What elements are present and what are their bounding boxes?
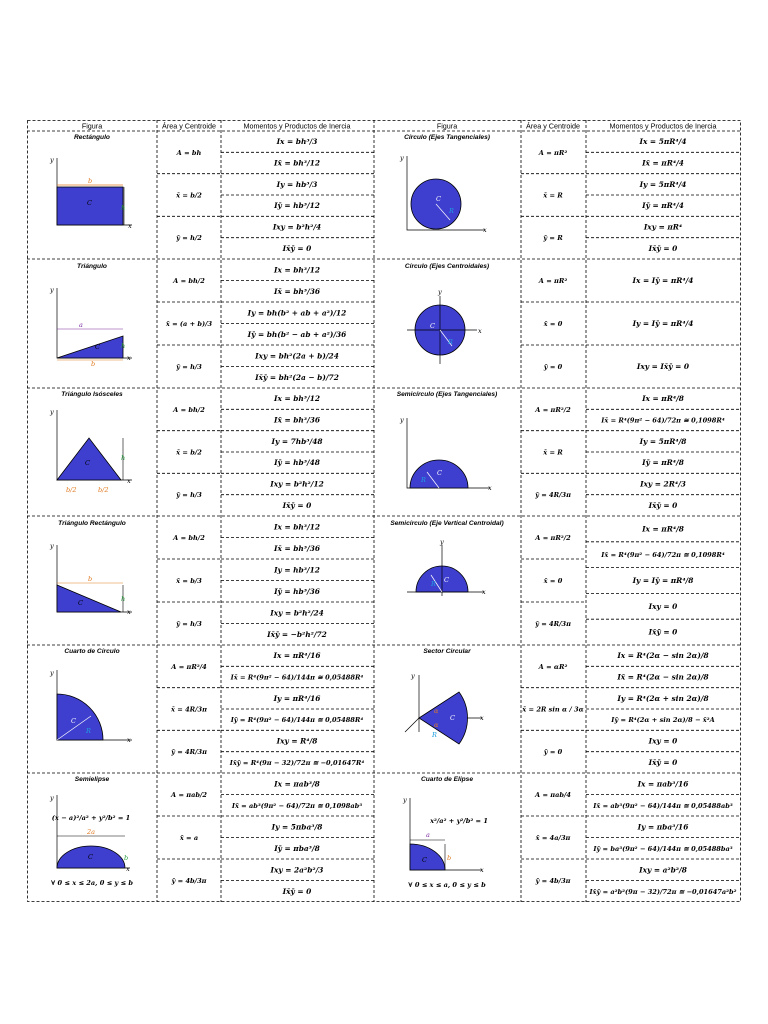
label-C: C — [85, 459, 90, 467]
moment-formula: Iȳ = bh(b² − ab + a²)/36 — [247, 329, 347, 339]
moment-formula: Iȳ = πR⁴/4 — [642, 201, 684, 211]
moment-formula: Ix̄ = bh³/36 — [274, 286, 320, 296]
triangle-title: Triángulo — [77, 263, 107, 270]
area-formula: ȳ = h/2 — [176, 234, 202, 243]
label-y: y — [50, 669, 54, 677]
moment-formula: Ix = bh³/12 — [274, 265, 320, 275]
quarter-ellipse-title: Cuarto de Elipse — [420, 776, 474, 783]
label-C: C — [450, 714, 455, 722]
moment-formula: Ixy = 2R⁴/3 — [640, 479, 686, 489]
semi-ellipse-title: Semielipse — [74, 776, 110, 783]
header-area: Área y Centroide — [162, 121, 216, 131]
moment-formula: Ix̄ȳ = bh²(2a − b)/72 — [255, 372, 339, 382]
moment-formula: Iy = 7hb³/48 — [271, 436, 323, 446]
quarter-circle-figure — [49, 648, 132, 744]
moment-formula: Ix̄ = R⁴(2α − sin 2α)/8 — [617, 672, 709, 682]
area-formula: x̄ = b/2 — [176, 448, 202, 457]
label-h: h — [121, 204, 126, 212]
label-x: x — [480, 866, 484, 874]
moment-formula: Iȳ = hb³/12 — [274, 201, 320, 211]
label-b-half-2: b/2 — [98, 486, 109, 494]
moment-formula: Ix̄ = R⁴(9π² − 64)/72π ≅ 0,1098R⁴ — [601, 551, 725, 560]
moment-formula: Ixy = 0 — [648, 601, 678, 611]
area-formula: A = πR²/2 — [535, 534, 571, 542]
semicircle-vertical-figure — [390, 520, 503, 596]
label-x: x — [478, 327, 482, 335]
moment-formula: Ixy = πR⁴ — [643, 222, 683, 232]
header-momentos: Momentos y Productos de Inercia — [243, 121, 351, 131]
semicircle-tangential-figure — [397, 391, 498, 492]
area-formula: x̄ = 0 — [543, 577, 563, 585]
area-formula: ȳ = 4R/3π — [535, 620, 571, 628]
circle-centroidal-title: Círculo (Ejes Centroidales) — [404, 263, 490, 270]
area-formula: A = bh/2 — [173, 277, 205, 285]
label-y: y — [440, 538, 444, 546]
moment-formula: Ix̄ȳ = 0 — [282, 886, 312, 896]
moment-formula: Ix̄ = πR⁴/4 — [642, 158, 684, 168]
area-formula: A = πab/2 — [171, 791, 207, 799]
moment-formula: Iy = Iȳ = πR⁴/4 — [632, 319, 694, 328]
area-formula: A = πR² — [538, 148, 568, 157]
moment-formula: Iy = 5πba³/8 — [271, 822, 323, 832]
moment-formula: Iy = πba³/16 — [637, 822, 689, 832]
moment-formula: Ix̄ = ab³(9π² − 64)/144π ≅ 0,05488ab³ — [593, 801, 733, 810]
table-grid — [27, 120, 741, 902]
label-C: C — [78, 599, 83, 607]
moment-formula: Iy = bh(b² + ab + a²)/12 — [247, 308, 347, 318]
moment-formula: Ix = Iȳ = πR⁴/4 — [632, 276, 694, 285]
area-formula: ȳ = 0 — [543, 748, 563, 757]
moment-formula: Ix̄ = bh³/36 — [274, 543, 320, 553]
label-C: C — [437, 469, 442, 477]
label-a: a — [79, 321, 83, 329]
label-R: R — [431, 580, 436, 588]
area-formula: ȳ = 4b/3π — [171, 877, 207, 885]
moment-formula: Iy = R⁴(2α + sin 2α)/8 — [617, 693, 709, 703]
domain-note: ∀ 0 ≤ x ≤ a, 0 ≤ y ≤ b — [408, 881, 486, 889]
label-C: C — [430, 322, 435, 330]
area-formula: A = πR²/2 — [535, 405, 571, 414]
triangle-figure — [49, 263, 132, 368]
label-R: R — [449, 207, 454, 215]
moment-formula: Ixy = a²b²/8 — [639, 865, 687, 875]
right-triangle-title: Triángulo Rectángulo — [58, 520, 126, 527]
label-R: R — [448, 338, 453, 346]
label-alpha-1: α — [434, 707, 439, 715]
moment-formula: Ix̄ȳ = 0 — [648, 500, 678, 510]
ellipse-equation: (x − a)²/a² + y²/b² = 1 — [51, 814, 131, 822]
area-formula: A = bh — [176, 148, 202, 157]
moment-formula: Ix = πab³/8 — [274, 779, 320, 789]
moment-formula: Iȳ = πba³/8 — [274, 843, 320, 853]
area-formula: ȳ = h/3 — [176, 491, 202, 500]
area-formula: x̄ = b/2 — [176, 191, 202, 200]
label-b: b — [91, 360, 96, 368]
moment-formula: Ix̄ȳ = 0 — [282, 500, 312, 510]
isosceles-figure — [49, 391, 132, 494]
area-formula: x̄ = b/3 — [176, 577, 202, 585]
header-area-right: Área y Centroide — [526, 121, 580, 131]
label-alpha-2: α — [434, 721, 439, 729]
circle-centroidal-figure — [405, 263, 489, 364]
label-y: y — [50, 794, 54, 802]
moment-formula: Ix = bh³/12 — [274, 522, 320, 532]
label-x: x — [482, 588, 486, 596]
semi-ellipse-figure — [49, 776, 133, 887]
label-C: C — [422, 856, 427, 864]
moment-formula: Ixy = bh²(2a + b)/24 — [255, 351, 339, 361]
area-formula: ȳ = 4b/3π — [535, 877, 571, 885]
label-C: C — [88, 853, 93, 861]
moment-formula: Ix̄ = R⁴(9π² − 64)/144π ≅ 0,05488R⁴ — [230, 673, 364, 682]
label-a: a — [426, 831, 430, 839]
area-formula: x̄ = a — [179, 834, 199, 842]
label-y: y — [438, 288, 442, 296]
label-R: R — [421, 476, 426, 484]
label-h: h — [121, 454, 126, 462]
label-R: R — [86, 727, 91, 735]
quarter-ellipse-figure — [402, 776, 488, 889]
label-h: h — [121, 342, 126, 350]
moment-formula: Iy = πR⁴/16 — [273, 693, 321, 703]
moment-formula: Ix = 5πR⁴/4 — [639, 137, 687, 147]
semicircle-vertical-title: Semicírculo (Eje Vertical Centroidal) — [390, 520, 504, 527]
label-y: y — [400, 416, 404, 424]
label-x: x — [126, 865, 130, 873]
label-x: x — [127, 608, 131, 616]
label-b: b — [124, 854, 129, 862]
moment-formula: Ixy = b²h²/24 — [270, 608, 324, 618]
moment-formula: Ix̄ = bh³/12 — [274, 158, 320, 168]
moment-formula: Ix = πR⁴/16 — [273, 651, 321, 661]
area-formula: ȳ = 4R/3π — [535, 491, 571, 500]
label-y: y — [400, 154, 404, 162]
area-formula: A = αR² — [538, 662, 568, 671]
area-formula: x̄ = 4a/3π — [535, 834, 571, 842]
area-formula: x̄ = 2R sin α / 3α — [522, 705, 584, 714]
moment-formula: Ix̄ȳ = 0 — [648, 627, 678, 637]
rectangle-figure — [49, 134, 132, 230]
area-formula: ȳ = 4R/3π — [171, 748, 207, 757]
moment-formula: Ix = bh³/3 — [276, 137, 318, 147]
area-formula: ȳ = 0 — [543, 363, 563, 371]
header-momentos-right: Momentos y Productos de Inercia — [609, 121, 717, 131]
area-formula: x̄ = R — [543, 191, 563, 200]
label-C: C — [95, 343, 100, 351]
moment-formula: Iy = 5πR⁴/4 — [639, 179, 687, 189]
moment-formula: Ix̄ = bh³/36 — [274, 415, 320, 425]
moment-formula: Iȳ = R⁴(9π² − 64)/144π ≅ 0,05488R⁴ — [230, 716, 364, 725]
moment-formula: Iȳ = hb³/48 — [274, 458, 320, 468]
moment-formula: Iȳ = πR⁴/8 — [642, 458, 684, 468]
moment-formula: Ix = bh³/12 — [274, 394, 320, 404]
moment-formula: Ixy = R⁴/8 — [276, 736, 318, 746]
area-formula: ȳ = R — [543, 234, 563, 243]
moment-formula: Ix̄ȳ = 0 — [282, 243, 312, 253]
label-x: x — [127, 477, 131, 485]
moment-formula: Ix̄ȳ = 0 — [648, 243, 678, 253]
formula-sheet — [27, 120, 741, 902]
label-h: h — [121, 595, 126, 603]
moment-formula: Iȳ = ba³(9π² − 64)/144π ≅ 0,05488ba³ — [593, 844, 733, 853]
label-y: y — [411, 672, 415, 680]
label-C: C — [436, 195, 441, 203]
header-figura: Figura — [81, 121, 103, 131]
moment-formula: Iy = Iȳ = πR⁴/8 — [632, 576, 694, 585]
area-formula: ȳ = h/3 — [176, 363, 202, 371]
label-y: y — [50, 408, 54, 416]
label-C: C — [71, 717, 76, 725]
moment-formula: Ixy = 2a²b²/3 — [270, 865, 324, 875]
area-formula: x̄ = (a + b)/3 — [165, 320, 213, 328]
moment-formula: Ix̄ = R⁴(9π² − 64)/72π ≅ 0,1098R⁴ — [601, 416, 725, 425]
label-b-half-1: b/2 — [66, 486, 77, 494]
area-formula: x̄ = 4R/3π — [171, 705, 207, 714]
label-C: C — [444, 576, 449, 584]
isosceles-title: Triángulo Isósceles — [61, 391, 123, 398]
label-x: x — [488, 484, 492, 492]
header-figura-right: Figura — [436, 121, 458, 131]
area-formula: A = bh/2 — [173, 534, 205, 542]
label-2a: 2a — [87, 828, 96, 836]
label-b: b — [88, 575, 93, 583]
moment-formula: Ixy = Ix̄ȳ = 0 — [636, 362, 690, 371]
label-b: b — [88, 177, 93, 185]
area-formula: ȳ = h/3 — [176, 620, 202, 628]
label-R: R — [432, 731, 437, 739]
label-y: y — [50, 542, 54, 550]
moment-formula: Ix = πR⁴/8 — [642, 394, 684, 404]
area-formula: A = πab/4 — [535, 791, 571, 799]
moment-formula: Ix̄ = ab³(9π² − 64)/72π ≅ 0,1098ab³ — [231, 801, 363, 810]
sector-figure — [405, 648, 484, 744]
ellipse-equation: x²/a² + y²/b² = 1 — [430, 817, 488, 825]
moment-formula: Ixy = b²h²/12 — [270, 479, 324, 489]
moment-formula: Iy = hb³/3 — [276, 179, 318, 189]
moment-formula: Iȳ = R⁴(2α + sin 2α)/8 − x̄²A — [611, 716, 715, 725]
label-y: y — [403, 796, 407, 804]
moment-formula: Ix̄ȳ = 0 — [648, 757, 678, 767]
moment-formula: Ixy = 0 — [648, 736, 678, 746]
label-x: x — [127, 736, 131, 744]
rectangle-title: Rectángulo — [74, 134, 110, 141]
moment-formula: Ix = πab³/16 — [637, 779, 689, 789]
area-formula: A = bh/2 — [173, 405, 205, 414]
label-b: b — [447, 854, 452, 862]
label-y: y — [50, 156, 54, 164]
moment-formula: Ixy = b²h²/4 — [272, 222, 322, 232]
right-triangle-figure — [49, 520, 132, 616]
area-formula: x̄ = 0 — [543, 320, 563, 328]
moment-formula: Iy = hb³/12 — [274, 565, 320, 575]
circle-tangential-figure — [399, 134, 490, 234]
label-x: x — [127, 354, 131, 362]
domain-note: ∀ 0 ≤ x ≤ 2a, 0 ≤ y ≤ b — [51, 879, 133, 887]
area-formula: x̄ = R — [543, 448, 563, 457]
sector-title: Sector Circular — [423, 648, 471, 655]
circle-tangential-title: Círculo (Ejes Tangenciales) — [404, 134, 490, 141]
label-x: x — [480, 714, 484, 722]
label-x: x — [128, 222, 132, 230]
area-formula: A = πR² — [538, 277, 568, 285]
moment-formula: Ix̄ȳ = R⁴(9π − 32)/72π ≅ −0,01647R⁴ — [229, 758, 365, 767]
label-C: C — [87, 199, 92, 207]
moment-formula: Ix̄ȳ = a²b²(9π − 32)/72π ≅ −0,01647a²b² — [589, 887, 737, 896]
label-x: x — [483, 226, 487, 234]
quarter-circle-title: Cuarto de Círculo — [64, 648, 120, 655]
semicircle-tangential-title: Semicírculo (Ejes Tangenciales) — [396, 391, 498, 398]
area-formula: A = πR²/4 — [171, 662, 207, 671]
moment-formula: Iy = 5πR⁴/8 — [639, 436, 687, 446]
label-y: y — [50, 286, 54, 294]
moment-formula: Ix = R⁴(2α − sin 2α)/8 — [617, 651, 709, 661]
moment-formula: Ix̄ȳ = −b²h²/72 — [267, 629, 327, 639]
moment-formula: Iȳ = hb³/36 — [274, 586, 320, 596]
moment-formula: Ix = πR⁴/8 — [642, 524, 684, 534]
